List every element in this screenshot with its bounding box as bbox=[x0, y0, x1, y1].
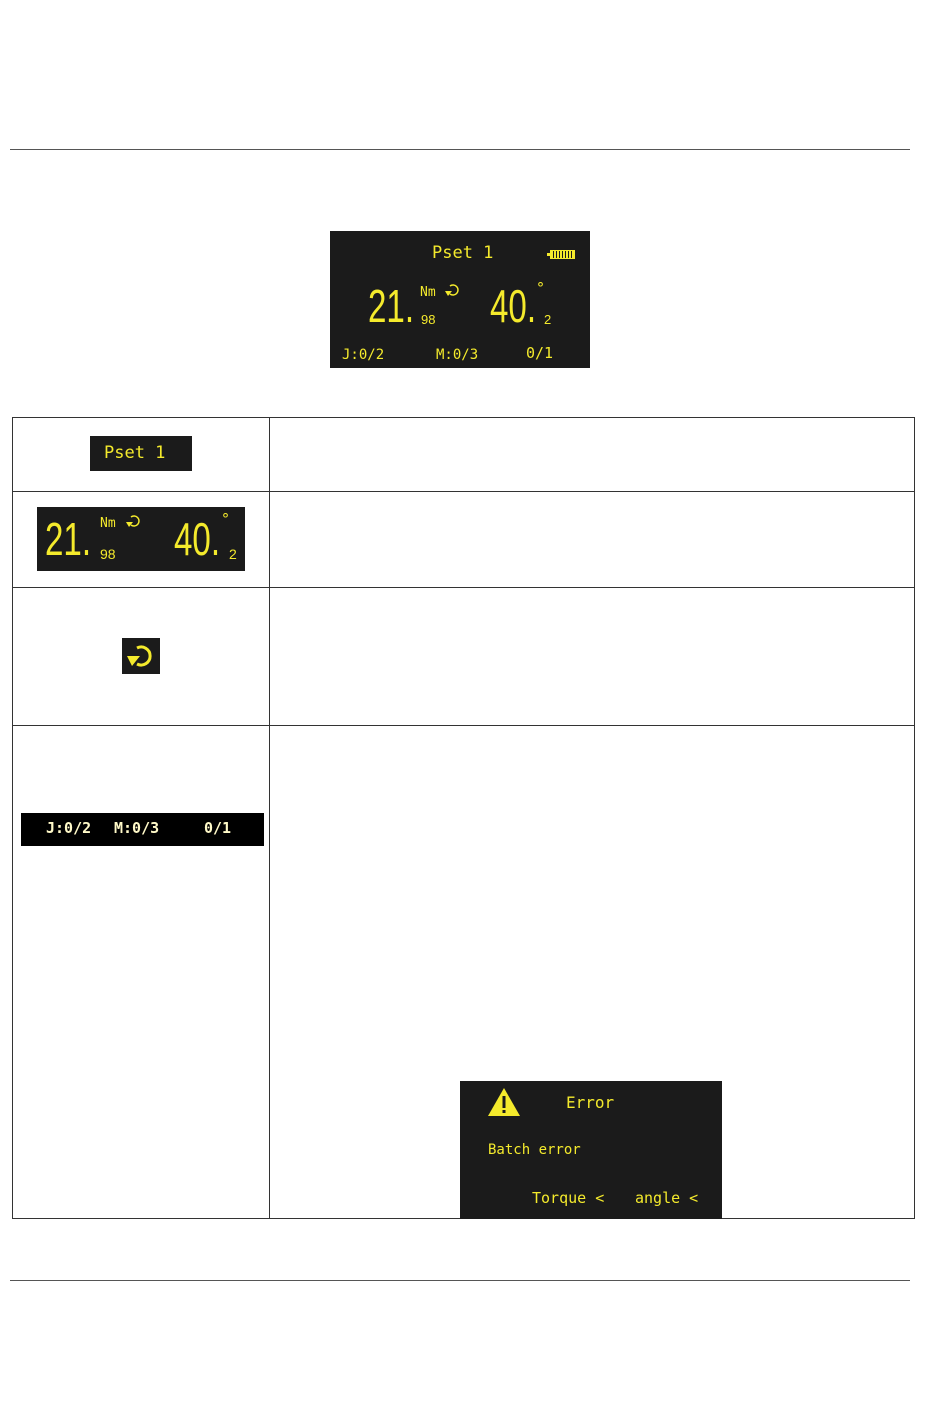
torque-unit: Nm bbox=[420, 285, 436, 300]
pset-label: Pset 1 bbox=[104, 443, 166, 463]
torque-decimal: 98 bbox=[100, 546, 116, 562]
error-angle: angle < bbox=[635, 1189, 699, 1207]
pset-label: Pset 1 bbox=[432, 243, 494, 263]
battery-icon bbox=[550, 250, 575, 259]
table-cell-image bbox=[13, 726, 270, 1219]
mode-counter: M:0/3 bbox=[436, 347, 479, 363]
table-cell-image bbox=[13, 588, 270, 726]
angle-unit: ° bbox=[536, 279, 546, 297]
rotation-arrow-icon bbox=[125, 641, 157, 671]
table-row bbox=[13, 588, 915, 726]
table-cell-image bbox=[13, 492, 270, 588]
torque-integer: 21. bbox=[45, 513, 92, 565]
footer-rule bbox=[10, 1280, 910, 1281]
header-rule bbox=[10, 149, 910, 150]
batch-counter: 0/1 bbox=[204, 819, 232, 837]
rotation-icon-display bbox=[122, 638, 160, 674]
pset-display bbox=[90, 436, 192, 471]
table-cell-description bbox=[270, 492, 915, 588]
counters-display bbox=[21, 813, 264, 846]
error-torque: Torque < bbox=[532, 1189, 605, 1207]
job-counter: J:0/2 bbox=[342, 347, 385, 363]
torque-unit: Nm bbox=[100, 516, 116, 531]
rotation-arrow-icon bbox=[125, 513, 143, 529]
table-cell-image bbox=[13, 418, 270, 492]
table-row bbox=[13, 418, 915, 492]
angle-decimal: 2 bbox=[544, 312, 552, 327]
error-display bbox=[460, 1081, 722, 1219]
main-lcd-display bbox=[330, 231, 590, 368]
angle-integer: 40. bbox=[490, 280, 537, 332]
error-message: Batch error bbox=[488, 1142, 581, 1158]
table-cell-description bbox=[270, 588, 915, 726]
values-display bbox=[37, 507, 245, 571]
angle-integer: 40. bbox=[174, 513, 221, 565]
description-table bbox=[12, 417, 915, 1219]
error-title: Error bbox=[566, 1093, 615, 1112]
table-cell-description bbox=[270, 418, 915, 492]
torque-decimal: 98 bbox=[421, 312, 436, 327]
torque-integer: 21. bbox=[368, 280, 415, 332]
table-row bbox=[13, 492, 915, 588]
batch-counter: 0/1 bbox=[526, 344, 554, 362]
job-counter: J:0/2 bbox=[46, 819, 92, 837]
mode-counter: M:0/3 bbox=[114, 819, 160, 837]
warning-triangle-icon bbox=[487, 1087, 521, 1117]
rotation-arrow-icon bbox=[444, 282, 462, 298]
angle-unit: ° bbox=[221, 510, 231, 528]
table-cell-description bbox=[270, 726, 915, 1219]
angle-decimal: 2 bbox=[229, 546, 237, 562]
table-row bbox=[13, 726, 915, 1219]
